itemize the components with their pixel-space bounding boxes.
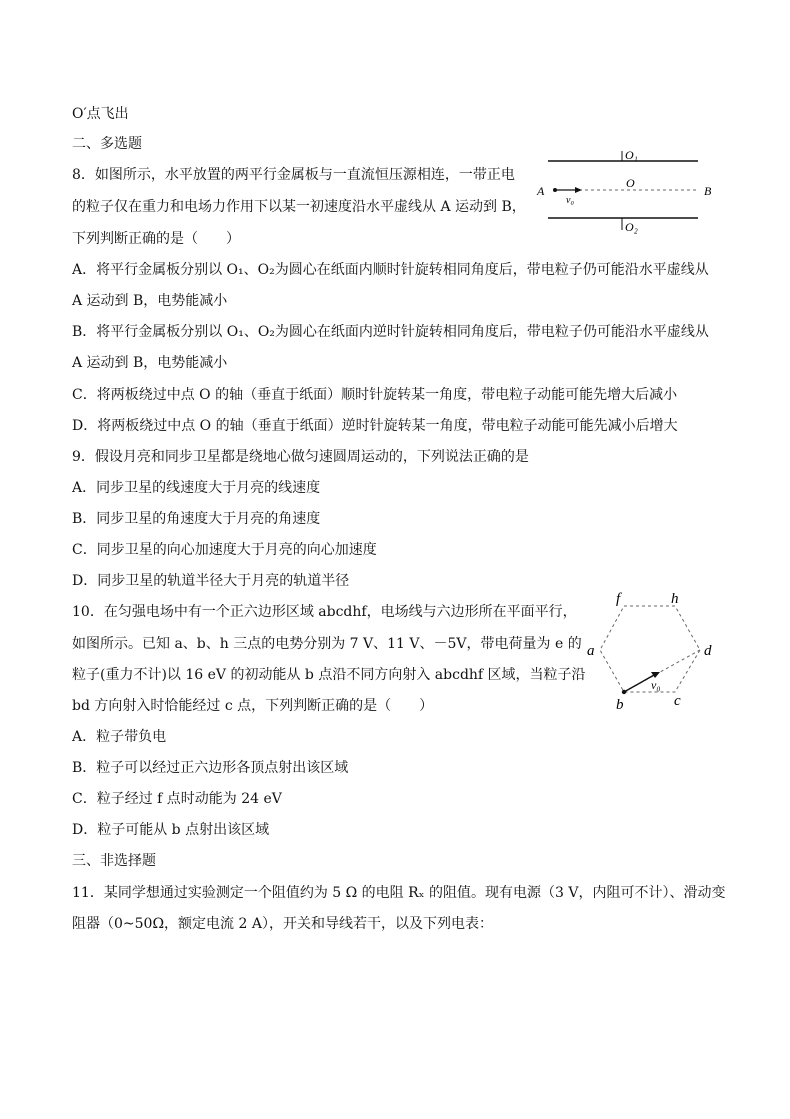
q9-option-a: A．同步卫星的线速度大于月亮的线速度 (72, 480, 321, 496)
q10-stem-line2: 如图所示。已知 a、b、h 三点的电势分别为 7 V、11 V、－5V，带电荷量为 e 的 (72, 636, 582, 652)
label-o: O (626, 176, 635, 190)
q8-option-d: D．将两板绕过中点 O 的轴（垂直于纸面）逆时针旋转某一角度，带电粒子动能可能先减小后增大 (72, 418, 678, 434)
label-a: a (587, 643, 595, 659)
label-f: f (616, 591, 621, 607)
q8-option-a-line2: A 运动到 B，电势能减小 (72, 293, 228, 309)
label-v0: v₀ (651, 678, 661, 692)
label-h: h (671, 591, 679, 607)
top-fragment: O′点飞出 (72, 106, 129, 122)
q11-stem-line1: 11．某同学想通过实验测定一个阻值约为 5 Ω 的电阻 Rₓ 的阻值。现有电源（3 V，内阻可不计）、滑动变 (72, 885, 726, 901)
label-b: b (616, 697, 624, 713)
q8-option-b-line2: A 运动到 B，电势能减小 (72, 355, 228, 371)
q10-stem-line1: 10．在匀强电场中有一个正六边形区域 abcdhf，电场线与六边形所在平面平行， (72, 604, 577, 620)
hexagon-figure (580, 588, 730, 720)
velocity-arrow (624, 675, 654, 692)
q8-option-b-line1: B．将平行金属板分别以 O₁、O₂为圆心在纸面内逆时针旋转相同角度后，带电粒子仍可能沿水平虚线从 (72, 324, 709, 340)
label-a: A (537, 184, 545, 198)
point-b (622, 690, 626, 694)
q10-option-a: A．粒子带负电 (72, 729, 167, 745)
q9-stem: 9．假设月亮和同步卫星都是绕地心做匀速圆周运动的，下列说法正确的是 (72, 449, 529, 465)
capacitor-figure (530, 145, 720, 240)
q10-stem-line3: 粒子(重力不计)以 16 eV 的初动能从 b 点沿不同方向射入 abcdhf 区域，当粒子沿 (72, 667, 586, 683)
q9-option-c: C．同步卫星的向心加速度大于月亮的向心加速度 (72, 542, 377, 558)
q8-stem-line3: 下列判断正确的是（ ） (72, 231, 240, 247)
label-b: B (704, 184, 712, 198)
q10-stem-line4: bd 方向射入时恰能经过 c 点，下列判断正确的是（ ） (72, 698, 434, 714)
q8-stem-line2: 的粒子仅在重力和电场力作用下以某一初速度沿水平虚线从 A 运动到 B， (72, 199, 526, 215)
label-c: c (674, 693, 681, 709)
q9-option-b: B．同步卫星的角速度大于月亮的角速度 (72, 511, 321, 527)
q10-option-c: C．粒子经过 f 点时动能为 24 eV (72, 791, 282, 807)
q10-option-d: D．粒子可能从 b 点射出该区域 (72, 822, 270, 838)
q8-option-a-line1: A．将平行金属板分别以 O₁、O₂为圆心在纸面内顺时针旋转相同角度后，带电粒子仍可能沿水平虚线从 (72, 262, 709, 278)
hexagon (600, 606, 700, 692)
section-title-multi-choice: 二、多选题 (72, 136, 142, 152)
q8-stem-line1: 8．如图所示，水平放置的两平行金属板与一直流恒压源相连，一带正电 (72, 167, 515, 183)
q8-option-c: C．将两板绕过中点 O 的轴（垂直于纸面）顺时针旋转某一角度，带电粒子动能可能先增大后减小 (72, 387, 678, 403)
velocity-arrowhead (575, 187, 582, 193)
particle (553, 188, 557, 192)
label-v0: v₀ (566, 195, 574, 206)
label-o2: O₂ (625, 220, 638, 234)
label-o1: O₁ (625, 148, 638, 162)
q11-stem-line2: 阻器（0~50Ω，额定电流 2 A），开关和导线若干，以及下列电表： (72, 916, 493, 932)
q9-option-d: D．同步卫星的轨道半径大于月亮的轨道半径 (72, 573, 350, 589)
label-d: d (704, 643, 712, 659)
q10-option-b: B．粒子可以经过正六边形各顶点射出该区域 (72, 760, 349, 776)
section-title-non-choice: 三、非选择题 (72, 853, 156, 869)
